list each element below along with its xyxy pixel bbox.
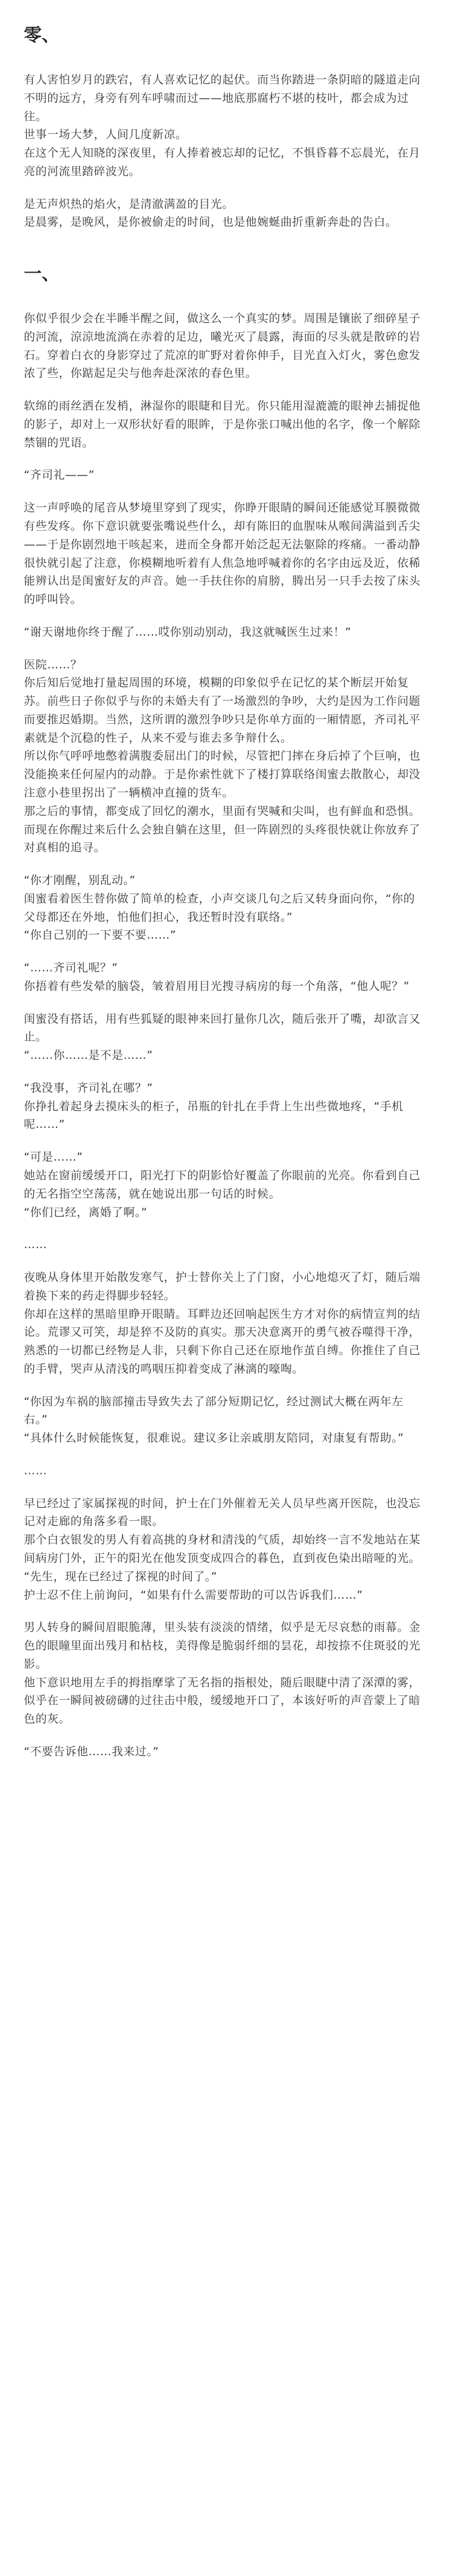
text-line: 她站在窗前缓缓开口，阳光打下的阴影恰好覆盖了你眼前的光亮。你看到自己的无名指空空荡荡，就在她说出那一句话的时候。 xyxy=(24,1168,421,1201)
dialogue-paragraph: “齐司礼——” xyxy=(24,468,95,482)
body-paragraph: 软绵的雨丝洒在发梢，淋湿你的眼睫和目光。你只能用湿漉漉的眼神去捕捉他的影子，却对上一双形状好看的眼眸，于是你张口喊出他的名字，像一个解除禁锢的咒语。 xyxy=(24,399,421,449)
chapter-heading-zero: 零、 xyxy=(24,25,60,46)
body-paragraph xyxy=(24,1618,426,1728)
text-line: 护士忍不住上前询问，“如果有什么需要帮助的可以告诉我们……” xyxy=(24,1588,363,1602)
section-spacer xyxy=(24,246,426,262)
ellipsis-separator: …… xyxy=(24,1238,48,1252)
text-line: 那个白衣银发的男人有着高挑的身材和清浅的气质，却始终一言不发地站在某间病房门外，正午的阳光在他发顶变成四合的暮色，直到夜色染出暗哑的光。 xyxy=(24,1533,421,1565)
body-paragraph: 这一声呼唤的尾音从梦境里穿到了现实，你睁开眼睛的瞬间还能感觉耳膜微微有些发疼。你下意识就要张嘴说些什么，却有陈旧的血腥味从喉间满溢到舌尖——于是你剧烈地干咳起来，进而全身都开始泛起无法躯除的疼痛。一番动静很快就引起了注意，你模糊地听着有人焦急地呼喊着你的名字由远及近，依稀能辨认出是闺蜜好友的声音。她一手扶住你的肩膀，腾出另一只手去按了床头的呼叫铃。 xyxy=(24,501,421,607)
body-paragraph xyxy=(24,656,426,857)
text-line: 闺蜜看着医生替你做了简单的检查，小声交谈几句之后又转身面向你，“你的父母都还在外地，怕他们担心，我还暂时没有联络。” xyxy=(24,892,415,924)
text-line: “我没事，齐司礼在哪？” xyxy=(24,1081,153,1095)
text-line: “……齐司礼呢？” xyxy=(24,961,118,975)
dialogue-paragraph: “谢天谢地你终于醒了……哎你别动别动，我这就喊医生过来！” xyxy=(24,625,352,639)
text-line: “你因为车祸的脑部撞击导致失去了部分短期记忆，经过测试大概在两年左右。” xyxy=(24,1395,404,1427)
text-line: 你捂着有些发晕的脑袋，皱着眉用目光搜寻病房的每一个角落，“他人呢？” xyxy=(24,979,410,993)
text-line: “具体什么时候能恢复，很难说。建议多让亲戚朋友陪同，对康复有帮助。” xyxy=(24,1431,404,1445)
text-line: “你们已经，离婚了啊。” xyxy=(24,1205,148,1219)
text-line: 那之后的事情，都变成了回忆的潮水，里面有哭喊和尖叫，也有鲜血和恐惧。而现在你醒过来后什么会独自躺在这里，但一阵剧烈的头疼很快就让你放弃了对真相的追寻。 xyxy=(24,804,421,855)
text-line: 在这个无人知晓的深夜里，有人捧着被忘却的记忆，不惧昏暮不忘晨光，在月亮的河流里踏碎波光。 xyxy=(24,146,421,178)
body-paragraph xyxy=(24,1495,426,1605)
text-line: “……你……是不是……” xyxy=(24,1049,153,1062)
text-line: 医院……？ xyxy=(24,658,83,671)
ellipsis-separator: …… xyxy=(24,1464,48,1477)
text-line: 是晨雾，是晚风，是你被偷走的时间，也是他婉蜒曲折重新奔赴的告白。 xyxy=(24,215,398,229)
text-line: “你才刚醒，别乱动。” xyxy=(24,874,136,887)
text-line: 是无声炽热的焰火，是清澈满盈的目光。 xyxy=(24,197,234,211)
dialogue-paragraph xyxy=(24,1079,426,1134)
text-line: 闺蜜没有搭话，用有些狐疑的眼神来回打量你几次，随后张开了嘴，却欲言又止。 xyxy=(24,1012,421,1044)
chapter-heading-one: 一、 xyxy=(24,264,60,285)
prologue-paragraph xyxy=(24,195,426,232)
text-line: “可是……” xyxy=(24,1151,83,1164)
text-line: 夜晚从身体里开始散发寒气，护士替你关上了门窗，小心地熄灭了灯，随后端着换下来的药走得脚步轻轻。 xyxy=(24,1271,421,1302)
dialogue-paragraph xyxy=(24,1393,426,1448)
body-paragraph xyxy=(24,1268,426,1378)
text-line: 你后知后觉地打量起周围的环境，模糊的印象似乎在记忆的某个断层开始复苏。前些日子你似乎与你的未婚夫有了一场激烈的争吵，大约是因为工作问题而要推迟婚期。当然，这所谓的激烈争吵只是你单方面的一厢情愿，齐司礼平素就是个沉稳的性子，从来不爱与谁去多争辩什么。 xyxy=(24,676,421,745)
text-line: 他下意识地用左手的拇指摩挲了无名指的指根处，随后眼睫中清了深潭的雾，似乎在一瞬间被磅礴的过往击中般，缓缓地开口了，本该好听的声音蒙上了暗色的灰。 xyxy=(24,1675,421,1726)
body-paragraph: 你似乎很少会在半睡半醒之间，做这么一个真实的梦。周围是镶嵌了细碎星子的河流，涼涼地流淌在赤着的足边，曦光灭了晨露，海面的尽头就是散碎的岩石。穿着白衣的身影穿过了荒凉的旷野对着你伸手，目光直入灯火，雾色愈发浓了些，你踮起足尖与他奔赴深浓的春色里。 xyxy=(24,312,421,380)
text-line: “你自己别的一下要不要……” xyxy=(24,929,177,942)
text-line: 所以你气呼呼地憋着满腹委屈出门的时候，尽管把门摔在身后掉了个巨响，也没能换来任何屋内的动静。于是你索性就下了楼打算联络闺蜜去散散心，却没注意小巷里拐出了一辆横冲直撞的货车。 xyxy=(24,749,421,799)
dialogue-paragraph xyxy=(24,959,426,996)
text-line: 有人害怕岁月的跌宕，有人喜欢记忆的起伏。而当你踏进一条阴暗的隧道走向不明的远方，身旁有列车呼啸而过——地底那腐朽不堪的枝叶，都会成为过往。 xyxy=(24,73,421,123)
text-line: 你却在这样的黑暗里睁开眼睛。耳畔边还回响起医生方才对你的病情宣判的结论。荒谬又可笑，却是猝不及防的真实。那天决意离开的勇气被吞噬得干净，熟悉的一切都已经物是人非，只剩下你自己还在原地作茧自缚。你推住了自己的手臂，哭声从清浅的鸣咽压抑着变成了淋漓的嚎啕。 xyxy=(24,1307,421,1375)
text-line: 男人转身的瞬间眉眼脆薄，里头装有淡淡的情绪，似乎是无尽哀愁的雨幕。金色的眼瞳里面出残月和枯枝，美得像是脆弱纤细的昙花，却按捺不住斑驳的光影。 xyxy=(24,1621,421,1671)
dialogue-paragraph: “不要告诉他……我来过。” xyxy=(24,1745,159,1758)
text-line: 世事一场大梦，人间几度新凉。 xyxy=(24,128,188,142)
text-line: 你挣扎着起身去摸床头的柜子，吊瓶的针扎在手背上生出些微地疼，“手机呢……” xyxy=(24,1099,404,1131)
text-line: “先生，现在已经过了探视的时间了。” xyxy=(24,1570,217,1583)
dialogue-paragraph xyxy=(24,871,426,945)
text-line: 早已经过了家属探视的时间，护士在门外催着无关人员早些离开医院，也没忘记对走廊的角落多看一眼。 xyxy=(24,1496,421,1528)
prologue-paragraph xyxy=(24,71,426,181)
dialogue-paragraph xyxy=(24,1148,426,1221)
body-paragraph xyxy=(24,1010,426,1065)
